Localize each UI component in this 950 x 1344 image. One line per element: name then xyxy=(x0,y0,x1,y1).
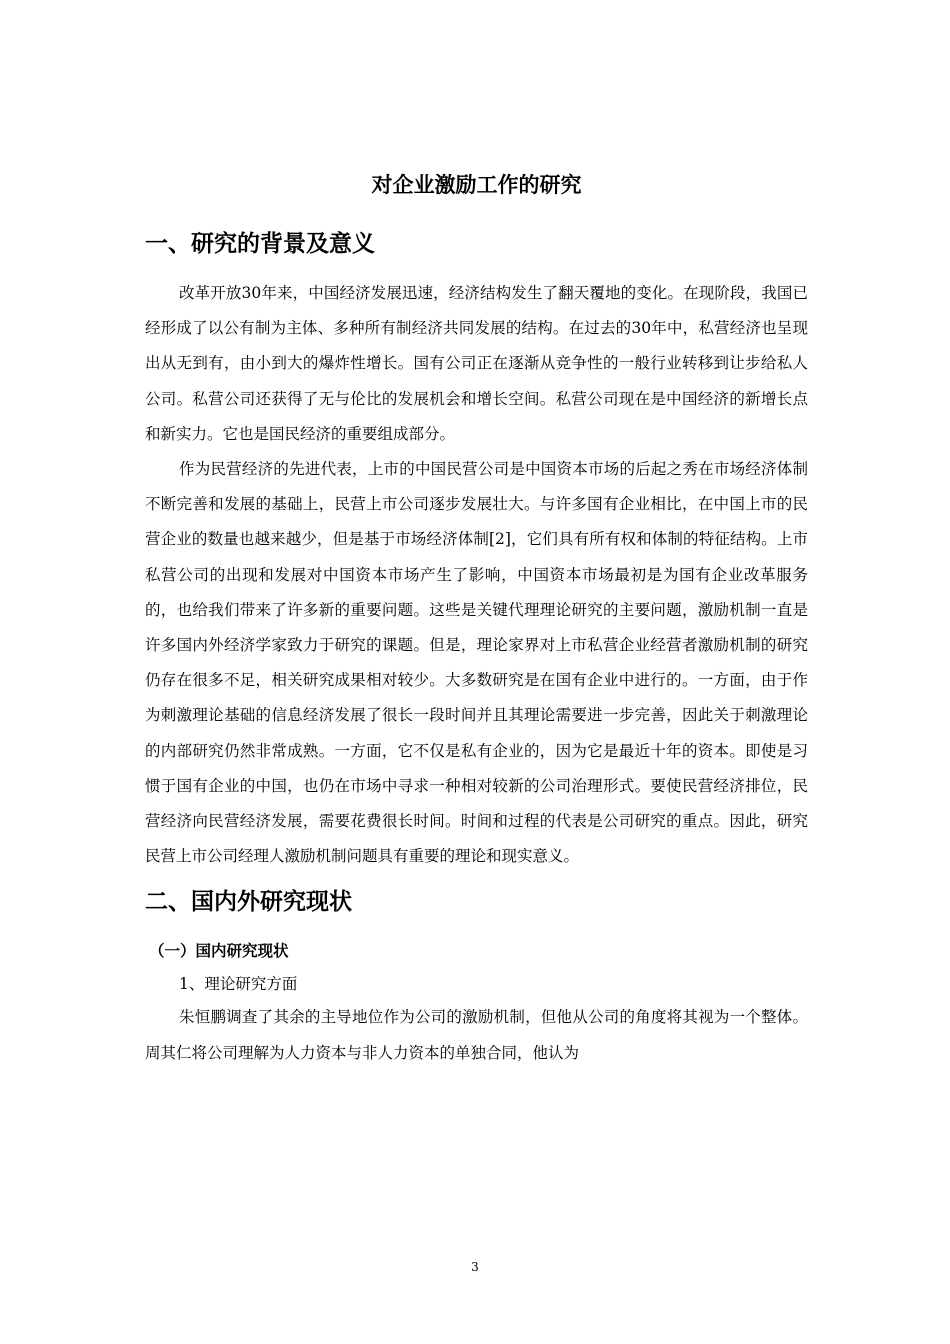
paragraph: 作为民营经济的先进代表，上市的中国民营公司是中国资本市场的后起之秀在市场经济体制不断完善和发展的基础上，民营上市公司逐步发展壮大。与许多国有企业相比，在中国上市的民营企业的数量也越来越少，但是基于市场经济体制[2]，它们具有所有权和体制的特征结构。上市私营公司的出现和发展对中国资本市场产生了影响，中国资本市场最初是为国有企业改革服务的，也给我们带来了许多新的重要问题。这些是关键代理理论研究的主要问题，激励机制一直是许多国内外经济学家致力于研究的课题。但是，理论家界对上市私营企业经营者激励机制的研究仍存在很多不足，相关研究成果相对较少。大多数研究是在国有企业中进行的。一方面，由于作为刺激理论基础的信息经济发展了很长一段时间并且其理论需要进一步完善，因此关于刺激理论的内部研究仍然非常成熟。一方面，它不仅是私有企业的，因为它是最近十年的资本。即使是习惯于国有企业的中国，也仍在市场中寻求一种相对较新的公司治理形式。要使民营经济排位，民营经济向民营经济发展，需要花费很长时间。时间和过程的代表是公司研究的重点。因此，研究民营上市公司经理人激励机制问题具有重要的理论和现实意义。 xyxy=(145,460,808,866)
section-heading-background: 一、研究的背景及意义 xyxy=(145,231,375,257)
paragraph: 朱恒鹏调查了其余的主导地位作为公司的激励机制，但他从公司的角度将其视为一个整体。周其仁将公司理解为人力资本与非人力资本的单独合同，他认为 xyxy=(145,1008,808,1062)
document-title: 对企业激励工作的研究 xyxy=(371,173,582,197)
subsubsection-heading-theory: 1、理论研究方面 xyxy=(179,975,298,994)
subsection-heading-domestic: （一）国内研究现状 xyxy=(149,942,289,961)
page-number: 3 xyxy=(471,1260,479,1274)
page-content xyxy=(145,170,808,1071)
section-heading-research-status: 二、国内外研究现状 xyxy=(145,889,352,916)
paragraph: 改革开放30年来，中国经济发展迅速，经济结构发生了翻天覆地的变化。在现阶段，我国已经形成了以公有制为主体、多种所有制经济共同发展的结构。在过去的30年中，私营经济也呈现出从无到有，由小到大的爆炸性增长。国有公司正在逐渐从竞争性的一般行业转移到让步给私人公司。私营公司还获得了无与伦比的发展机会和增长空间。私营公司现在是中国经济的新增长点和新实力。它也是国民经济的重要组成部分。 xyxy=(145,284,808,443)
